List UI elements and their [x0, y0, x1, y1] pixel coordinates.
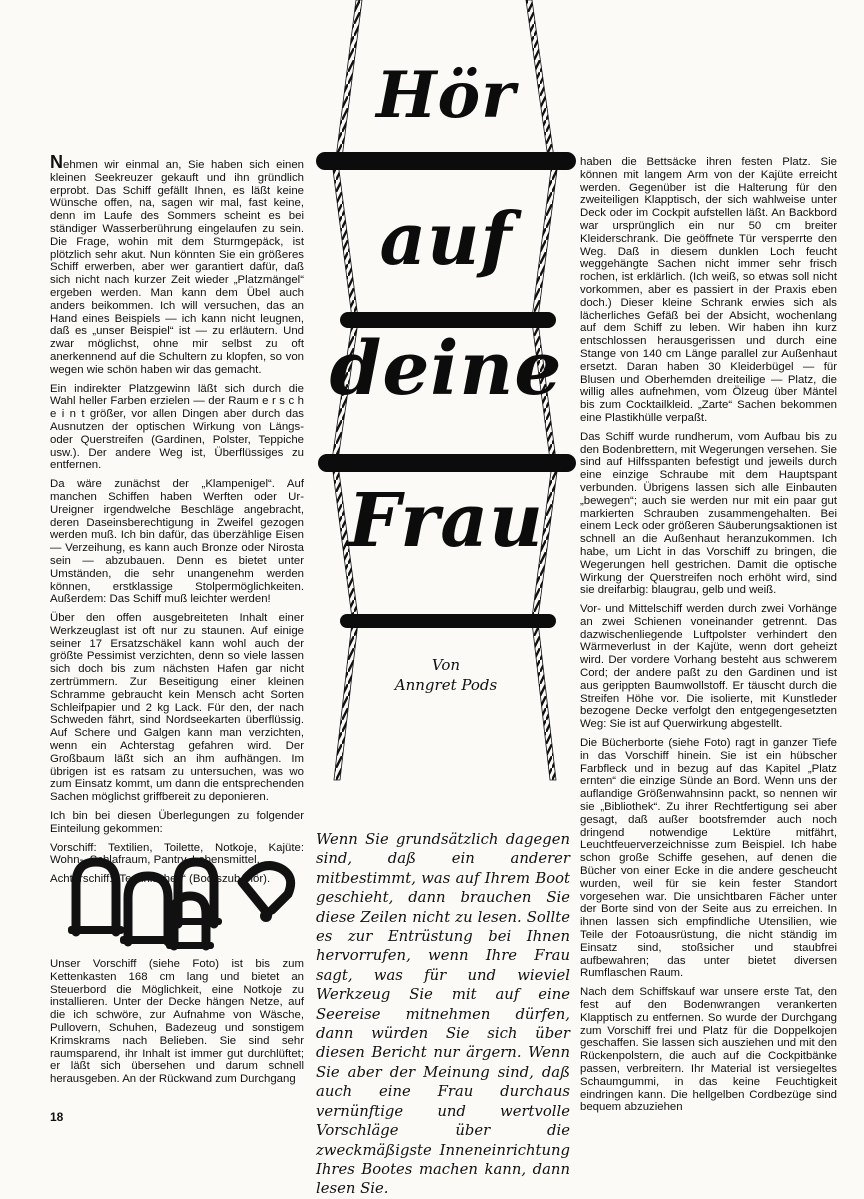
paragraph-6: Vorschiff: Textilien, Toilette, Notkoje, Kajüte: Wohn-, Schlafraum, Pantry, Lebensmittel,: [50, 841, 304, 867]
left-column-bottom: [50, 958, 304, 1092]
byline-von: Von: [431, 656, 461, 674]
shackle-icon: [76, 862, 116, 932]
title-word-1: Hör: [376, 58, 516, 133]
drop-cap: N: [50, 152, 63, 172]
paragraph-3: Da wäre zunächst der „Klampenigel“. Auf manchen Schiffen haben Werften oder Ur-Ureigner irgendwelche Beschläge angebracht, deren Daseinsberechtigung in Zweifel gezogen werden muß. Ich bin dafür, das überzählige Eisen — Verzeihung, es kann auch Bronze oder Nirosta sein — abzubauen. Denn es bietet unter Umständen, die sehr unangenehm werden können, erstklassige Stolpermöglichkeiten. Außerdem: Das Schiff muß leichter werden!: [50, 478, 304, 606]
paragraph-r1: haben die Bettsäcke ihren festen Platz. Sie können mit langem Arm von der Kajüte erreicht werden. Gegenüber ist die Halterung für den zweiteiligen Klapptisch, der sich wahlweise unter Deck oder im Cockpit aufstellen läßt. An Backbord war ursprünglich ein nur 50 cm breiter Kleiderschrank. Die geöffnete Tür versperrte den Weg. Daß in diesem dunklen Loch feucht weggehängte Sachen nicht immer sehr frisch rochen, ist erklärlich. (Ich weiß, so etwas soll nicht vorkommen, aber es passiert in der Praxis eben doch.) Dieser kleine Schrank erwies sich als lächerliches Gefäß bei der Absicht, wochenlang auf dem Schiff zu leben. Wir haben ihn kurz entschlossen herausgerissen und durch eine Stange von 140 cm Länge parallel zur Außenhaut ersetzt. Daran haben 30 Kleiderbügel — für Blusen und Oberhemden dreiteilige — Platz, die willig alles aufnehmen, vom Ölzeug über Mäntel bis zum Cocktailkleid. „Zarte“ Sachen bekommen eine Plastikhülle verpaßt.: [580, 156, 837, 424]
ladder-rung: [340, 614, 556, 628]
paragraph-7: Achterschiff: „Technisches“ (Bootszubehör).: [50, 873, 271, 886]
paragraph-r4: Die Bücherborte (siehe Foto) ragt in ganzer Tiefe in das Vorschiff hinein. Sie ist ein hübscher Farbfleck und in bezug auf das Kapitel „Platz ernten“ die einzige Sünde an Bord. Wenn uns der auflandige Größenwahnsinn packt, so nennen wir sie „Bibliothek“. Zu ihrer Rechtfertigung sei aber gesagt, daß außer bootsfremder auch noch dringend notwendige Lektüre mitfährt, Leuchtfeuerverzeichnisse zum Beispiel. Ich habe schon große Schiffe gesehen, auf denen die Bücher von einer Ecke in die andere gescheucht wurden, weil für sie kein fester Standort vorgesehen war. Die unsichtbaren Fächer unter der Borte sind von der Seite aus zu erreichen. In ihnen lassen sich empfindliche Utensilien, wie Teile der Fotoausrüstung, die nicht ständig im Einsatz sind, stoßsicher und staubfrei aufbewahren; das unter bietet diversen Rumflaschen Raum.: [580, 737, 837, 980]
shackle-icon: [242, 866, 291, 914]
paragraph-r2: Das Schiff wurde rundherum, vom Aufbau bis zu den Bodenbrettern, mit Wegerungen versehen. Sie sind auf Hilfsspanten befestigt und jeweils durch eine einzige Schraube mit dem Hauptspant verbunden. Übrigens lassen sich alle Einbauten „bewegen“; auch sie werden nur mit ein paar gut markierten Schrauben zusammengehalten. Bei einem Leck oder größeren Säuberungsaktionen ist schnell an die Außenhaut heranzukommen. Ich habe, um Licht in das Vorschiff zu bringen, die Wegerungen hell gestrichen. Damit die optische Wirkung der Querstreifen noch erhöht wird, sind sie dreifarbig: blaugrau, gelb und weiß.: [580, 430, 837, 597]
shackle-icon: [128, 876, 168, 942]
paragraph-4: Über den offen ausgebreiteten Inhalt einer Werkzeuglast ist oft nur zu staunen. Auf einige seiner 17 Ersatzschäkel kann wohl auch der größte Pessimist verzichten, denn so viele lassen sich doch bis zum nächsten Hafen gar nicht zertrümmern. Zur Beseitigung einer kleinen Schramme gebraucht kein Mensch acht Sorten Schleifpapier und 2 kg Lack. Für den, der nach Schweden fährt, sind Nordseekarten überflüssig. Auf Schere und Galgen kann man verzichten, wenn ein Achterstag gefahren wird. Der Großbaum läßt sich an ihm aufhängen. Im übrigen ist es ratsam zu untersuchen, was wo zum Einsatz kommt, um dann die entsprechenden Sachen möglichst griffbereit zu deponieren.: [50, 612, 304, 804]
shackles-illustration: [66, 854, 306, 954]
byline-author: Anngret Pods: [394, 676, 498, 694]
left-column: [50, 152, 304, 892]
paragraph-8: Unser Vorschiff (siehe Foto) ist bis zum Kettenkasten 168 cm lang und bietet an Steuerbord die Möglichkeit, eine Notkoje zu installieren. Unter der Decke hängen Netze, auf die ich schwöre, zur Aufnahme von Wäsche, Pullovern, Schuhen, Badezeug und sonstigem Krimskrams nach Belieben. Sie sind sehr raumsparend, ihr Inhalt ist immer gut durchlüftet; er läßt sich übersehen und darum schnell herausgeben. An der Rückwand zum Durchgang: [50, 958, 304, 1086]
title-word-4: Frau: [348, 478, 544, 564]
paragraph-1: [50, 152, 304, 377]
paragraph-5: Ich bin bei diesen Überlegungen zu folgender Einteilung gekommen:: [50, 810, 304, 835]
rope-right: [532, 622, 556, 780]
title-word-2: auf: [379, 196, 513, 281]
rope-left: [334, 622, 358, 780]
paragraph-2: Ein indirekter Platzgewinn läßt sich durch die Wahl heller Farben erzielen — der Raum e r s c h e i n t größer, vor allen Dingen aber durch das Ausnutzen der optischen Wirkung von Längs- oder Querstreifen (Gardinen, Polster, Teppiche usw.). Der andere Weg ist, Überflüssiges zu entfernen.: [50, 382, 304, 472]
paragraph-r3: Vor- und Mittelschiff werden durch zwei Vorhänge an zwei Schienen voneinander getrennt. Das dazwischenliegende Luftpolster verhindert den Wärmeverlust in der Kajüte, wenn dort geheizt wird. Der vordere Vorhang besteht aus schwerem Cord; der andere paßt zu den Gardinen und ist aus gerippten Baumwollstoff. Er täuscht durch die Streifen Höhe vor. Die isolierte, mit Kunstleder bezogene Decke verfolgt den entgegengesetzten Weg: Sie ist auf Querwirkung abgestellt.: [580, 603, 837, 731]
ladder-rung: [316, 152, 576, 170]
right-column: [580, 156, 837, 1120]
ladder-rung: [318, 454, 576, 472]
paragraph-r5: Nach dem Schiffskauf war unsere erste Tat, den fest auf den Bodenwrangen verankerten Klapptisch zu entfernen. So wurde der Durchgang zum Vorschiff frei und Platz für die Doppelkojen geschaffen. Sie lassen sich ausziehen und mit den Rückenpolstern, die auch auf die Cockpitbänke passen, verbreitern. Ihr Material ist versiegeltes Schaumgummi, in das keine Feuchtigkeit eindringen kann. Die hellgelben Cordbezüge sind bequem abzuziehen: [580, 986, 837, 1114]
title-word-3: deine: [329, 326, 563, 412]
intro-paragraph: Wenn Sie grundsätzlich dagegen sind, daß ein anderer mitbestimmt, was auf Ihrem Boot geschieht, dann brauchen Sie diese Zeilen nicht zu lesen. Sollte es zur Entrüstung bei Ihnen hervorrufen, wenn Ihre Frau sagt, was für und wieviel Werkzeug Sie mit auf eine Seereise mitnehmen dürfen, dann würden Sie sich über diesen Bericht nur ärgern. Wenn Sie aber der Meinung sind, daß auch eine Frau durchaus vernünftige und wertvolle Vorschläge über die zweckmäßigste Inneneinrichtung Ihres Bootes machen kann, dann lesen Sie.: [316, 831, 570, 1198]
page-number: 18: [50, 1110, 64, 1124]
paragraph-1-text: ehmen wir einmal an, Sie haben sich einen kleinen Seekreuzer gekauft und ihn gründlich erprobt. Das Schiff gefällt Ihnen, es läßt keine Wünsche offen, na, sagen wir mal, fast keine, denn im Laufe des Sommers scheint es bei ständiger Wasserberührung eingelaufen zu sein. Die Frage, wohin mit dem Sturmgepäck, ist plötzlich sehr akut. Nun könnten Sie ein größeres Schiff erwerben, aber wer garantiert dafür, daß sich nicht nach kurzer Zeit wieder „Platzmängel“ ergeben werden. Man kann dem Übel auch anders beikommen. Ich will versuchen, das an Hand eines Beispiels — ich kann nicht leugnen, daß es „unser Beispiel“ ist — zu erläutern. Und zwar möglichst, ohne mir selbst zu oft anerkennend auf die Schultern zu klopfen, so von wegen wie schön haben wir das gemacht.: [50, 159, 304, 376]
